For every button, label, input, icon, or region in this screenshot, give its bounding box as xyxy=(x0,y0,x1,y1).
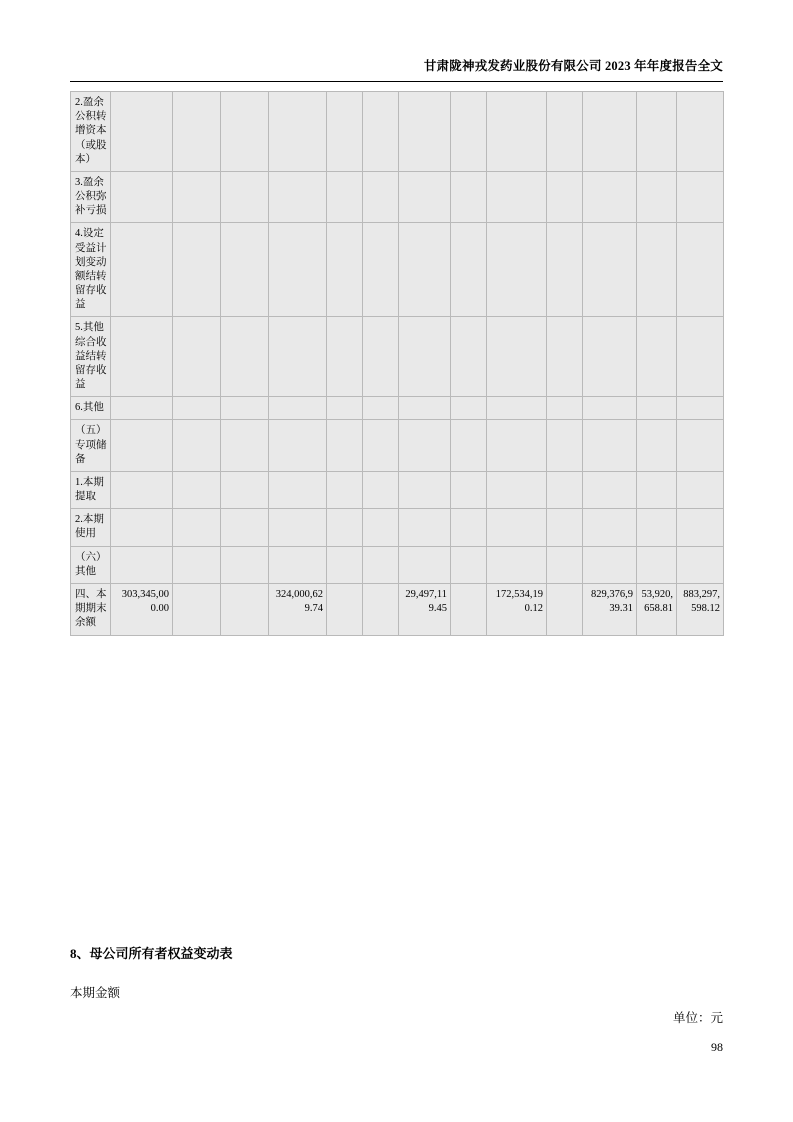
section-title: 8、母公司所有者权益变动表 xyxy=(70,946,233,961)
row-cell xyxy=(399,317,451,397)
row-cell xyxy=(111,317,173,397)
row-cell xyxy=(637,471,677,508)
row-cell xyxy=(399,420,451,472)
row-cell: 883,297,598.12 xyxy=(677,583,724,635)
row-label: 6.其他 xyxy=(71,397,111,420)
table-row xyxy=(71,509,724,546)
row-cell: 172,534,190.12 xyxy=(487,583,547,635)
row-cell xyxy=(487,420,547,472)
row-cell xyxy=(547,223,583,317)
row-cell xyxy=(327,546,363,583)
table-row xyxy=(71,317,724,397)
row-cell xyxy=(451,420,487,472)
row-cell xyxy=(269,397,327,420)
row-cell xyxy=(363,546,399,583)
page-header: 甘肃陇神戎发药业股份有限公司 2023 年年度报告全文 xyxy=(423,59,723,73)
row-cell xyxy=(363,317,399,397)
row-cell xyxy=(173,420,221,472)
row-cell xyxy=(399,546,451,583)
row-cell xyxy=(363,509,399,546)
row-cell xyxy=(327,509,363,546)
row-cell xyxy=(583,171,637,223)
row-cell xyxy=(111,171,173,223)
row-cell xyxy=(637,223,677,317)
row-cell xyxy=(173,583,221,635)
row-cell: 324,000,629.74 xyxy=(269,583,327,635)
row-cell xyxy=(173,223,221,317)
row-cell xyxy=(451,223,487,317)
row-cell xyxy=(399,223,451,317)
row-cell xyxy=(637,397,677,420)
row-cell xyxy=(583,471,637,508)
row-cell xyxy=(677,171,724,223)
row-cell xyxy=(327,471,363,508)
row-cell xyxy=(677,509,724,546)
row-cell xyxy=(399,171,451,223)
row-cell xyxy=(327,223,363,317)
row-cell xyxy=(399,397,451,420)
row-cell xyxy=(221,420,269,472)
row-cell xyxy=(451,317,487,397)
section-subtitle: 本期金额 xyxy=(70,986,121,1000)
row-cell xyxy=(637,317,677,397)
row-cell xyxy=(583,546,637,583)
row-cell xyxy=(547,509,583,546)
row-cell xyxy=(173,471,221,508)
row-cell xyxy=(111,223,173,317)
row-cell xyxy=(583,92,637,172)
row-cell xyxy=(547,171,583,223)
row-cell xyxy=(677,397,724,420)
row-cell xyxy=(111,420,173,472)
page-number: 98 xyxy=(711,1040,723,1054)
header-divider xyxy=(70,81,723,82)
row-cell xyxy=(269,92,327,172)
row-cell xyxy=(547,397,583,420)
row-cell xyxy=(677,420,724,472)
row-cell xyxy=(677,223,724,317)
row-cell xyxy=(451,509,487,546)
row-cell xyxy=(269,471,327,508)
row-cell xyxy=(221,171,269,223)
row-cell xyxy=(547,92,583,172)
row-cell xyxy=(637,171,677,223)
row-cell xyxy=(637,92,677,172)
row-cell xyxy=(173,546,221,583)
row-cell xyxy=(363,92,399,172)
equity-change-table-wrapper xyxy=(70,91,723,636)
row-cell xyxy=(547,583,583,635)
row-cell xyxy=(487,92,547,172)
row-label: 四、本期期末余额 xyxy=(71,583,111,635)
row-cell xyxy=(269,509,327,546)
row-cell xyxy=(173,509,221,546)
row-cell xyxy=(487,397,547,420)
row-cell xyxy=(111,92,173,172)
row-cell xyxy=(677,92,724,172)
row-cell xyxy=(677,546,724,583)
row-cell xyxy=(327,92,363,172)
row-label: 2.本期使用 xyxy=(71,509,111,546)
row-cell xyxy=(487,509,547,546)
row-cell xyxy=(637,509,677,546)
row-cell xyxy=(173,171,221,223)
row-cell xyxy=(399,509,451,546)
row-cell xyxy=(547,317,583,397)
row-cell xyxy=(111,471,173,508)
row-cell xyxy=(677,317,724,397)
row-cell xyxy=(451,92,487,172)
row-label: 4.设定受益计划变动额结转留存收益 xyxy=(71,223,111,317)
row-cell: 829,376,939.31 xyxy=(583,583,637,635)
row-cell xyxy=(221,583,269,635)
row-cell xyxy=(111,546,173,583)
row-cell xyxy=(363,223,399,317)
row-cell xyxy=(451,171,487,223)
row-cell xyxy=(547,546,583,583)
row-label: （五）专项储备 xyxy=(71,420,111,472)
row-label: 5.其他综合收益结转留存收益 xyxy=(71,317,111,397)
row-cell xyxy=(583,317,637,397)
row-cell xyxy=(221,509,269,546)
row-cell xyxy=(173,317,221,397)
row-cell xyxy=(451,583,487,635)
table-row-total xyxy=(71,583,724,635)
row-cell xyxy=(327,317,363,397)
row-cell xyxy=(363,471,399,508)
table-row xyxy=(71,171,724,223)
row-cell xyxy=(487,471,547,508)
row-cell xyxy=(363,583,399,635)
table-row xyxy=(71,397,724,420)
row-cell xyxy=(327,420,363,472)
row-cell xyxy=(487,223,547,317)
row-cell xyxy=(221,317,269,397)
row-label: （六）其他 xyxy=(71,546,111,583)
row-cell xyxy=(451,546,487,583)
row-cell xyxy=(111,397,173,420)
row-cell xyxy=(363,420,399,472)
row-label: 3.盈余公积弥补亏损 xyxy=(71,171,111,223)
row-cell xyxy=(399,92,451,172)
row-cell: 53,920,658.81 xyxy=(637,583,677,635)
row-cell xyxy=(269,420,327,472)
row-label: 1.本期提取 xyxy=(71,471,111,508)
row-label: 2.盈余公积转增资本（或股本） xyxy=(71,92,111,172)
row-cell xyxy=(399,471,451,508)
row-cell xyxy=(583,223,637,317)
row-cell xyxy=(327,583,363,635)
row-cell xyxy=(173,92,221,172)
unit-label: 单位：元 xyxy=(672,1011,723,1025)
row-cell xyxy=(583,420,637,472)
row-cell xyxy=(677,471,724,508)
row-cell xyxy=(221,471,269,508)
row-cell xyxy=(583,397,637,420)
row-cell xyxy=(451,397,487,420)
row-cell xyxy=(221,546,269,583)
row-cell xyxy=(487,171,547,223)
row-cell: 303,345,000.00 xyxy=(111,583,173,635)
row-cell xyxy=(111,509,173,546)
table-row xyxy=(71,92,724,172)
row-cell xyxy=(583,509,637,546)
row-cell xyxy=(637,546,677,583)
row-cell xyxy=(547,471,583,508)
table-row xyxy=(71,223,724,317)
row-cell xyxy=(269,546,327,583)
row-cell xyxy=(363,171,399,223)
table-row xyxy=(71,420,724,472)
row-cell xyxy=(363,397,399,420)
row-cell xyxy=(173,397,221,420)
row-cell: 29,497,119.45 xyxy=(399,583,451,635)
table-row xyxy=(71,546,724,583)
row-cell xyxy=(269,171,327,223)
row-cell xyxy=(487,546,547,583)
row-cell xyxy=(451,471,487,508)
row-cell xyxy=(487,317,547,397)
row-cell xyxy=(221,92,269,172)
row-cell xyxy=(221,223,269,317)
row-cell xyxy=(327,171,363,223)
row-cell xyxy=(637,420,677,472)
row-cell xyxy=(269,223,327,317)
table-row xyxy=(71,471,724,508)
row-cell xyxy=(547,420,583,472)
row-cell xyxy=(221,397,269,420)
row-cell xyxy=(269,317,327,397)
row-cell xyxy=(327,397,363,420)
equity-change-table xyxy=(70,91,724,636)
